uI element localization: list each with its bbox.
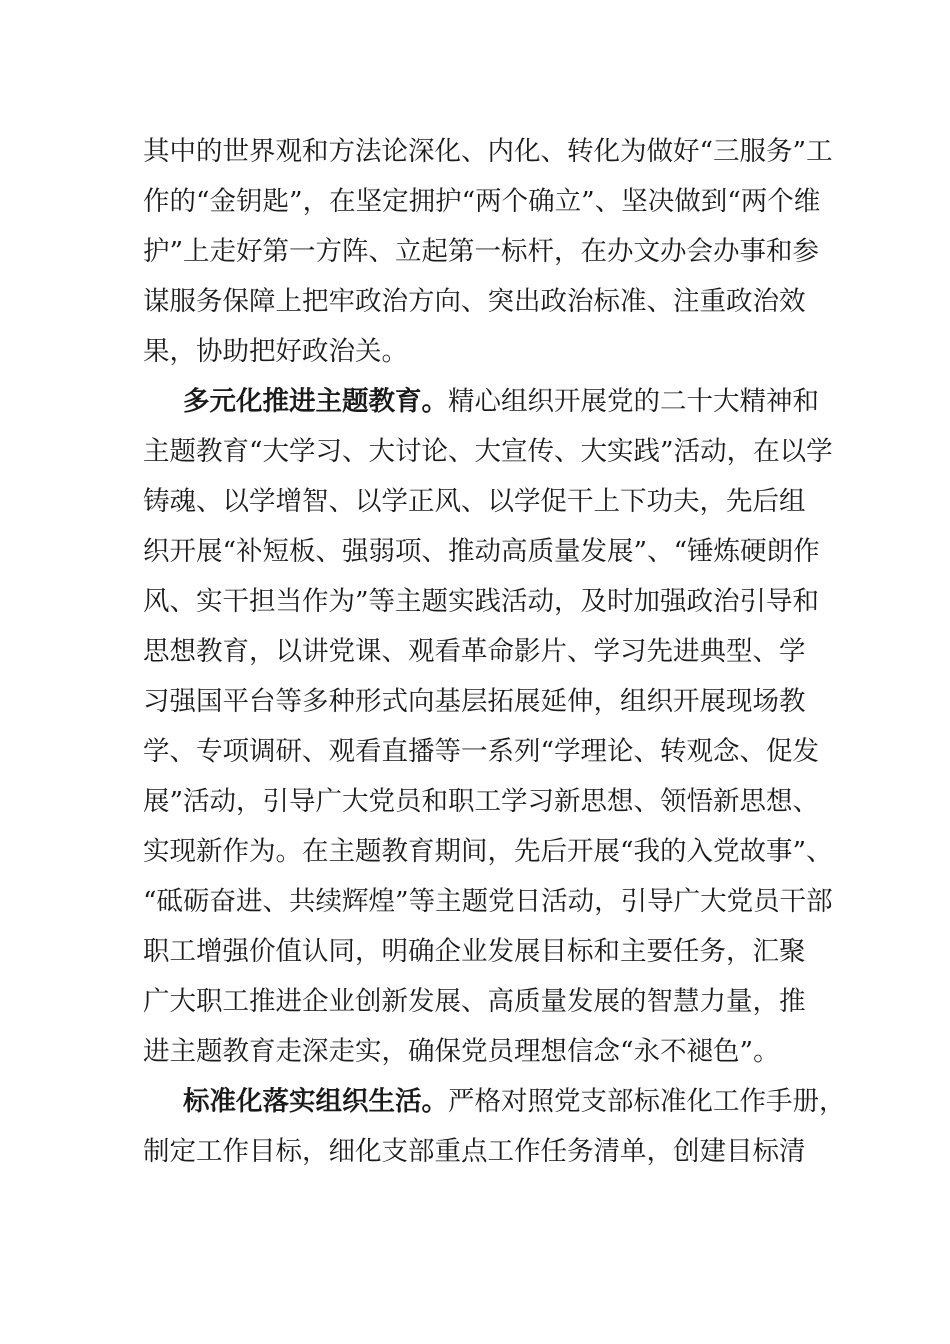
heading-line-rest: 精心组织开展党的二十大精神和 <box>448 386 819 417</box>
text-line: 作的“金钥匙”，在坚定拥护“两个确立”、坚决做到“两个维 <box>143 186 821 217</box>
heading-line-rest: 严格对照党支部标准化工作手册， <box>448 1086 846 1117</box>
text-line: 展”活动，引导广大党员和职工学习新思想、领悟新思想、 <box>143 786 820 817</box>
text-line: 织开展“补短板、强弱项、推动高质量发展”、“锤炼硬朗作 <box>143 536 820 567</box>
text-line: 广大职工推进企业创新发展、高质量发展的智慧力量，推 <box>143 986 806 1017</box>
text-line: 制定工作目标，细化支部重点工作任务清单，创建目标清 <box>143 1136 806 1167</box>
text-line: 进主题教育走深走实，确保党员理想信念“永不褪色”。 <box>143 1036 780 1067</box>
text-line <box>143 1077 846 1127</box>
text-line <box>143 377 843 427</box>
paragraph-1 <box>143 127 843 377</box>
text-line: 果，协助把好政治关。 <box>143 336 408 367</box>
text-line: 其中的世界观和方法论深化、内化、转化为做好“三服务”工 <box>143 136 833 167</box>
text-line: 职工增强价值认同，明确企业发展目标和主要任务，汇聚 <box>143 936 806 967</box>
paragraph-heading: 标准化落实组织生活。 <box>183 1086 448 1117</box>
text-line: 主题教育“大学习、大讨论、大宣传、大实践”活动，在以学 <box>143 436 833 467</box>
text-line: 谋服务保障上把牢政治方向、突出政治标准、注重政治效 <box>143 286 806 317</box>
paragraph-3 <box>143 1077 846 1177</box>
paragraph-heading: 多元化推进主题教育。 <box>183 386 448 417</box>
text-line: 风、实干担当作为”等主题实践活动，及时加强政治引导和 <box>143 586 820 617</box>
text-line: 护”上走好第一方阵、立起第一标杆，在办文办会办事和参 <box>143 236 820 267</box>
text-line: 学、专项调研、观看直播等一系列“学理论、转观念、促发 <box>143 736 820 767</box>
text-line: 铸魂、以学增智、以学正风、以学促干上下功夫，先后组 <box>143 486 806 517</box>
text-line: 思想教育，以讲党课、观看革命影片、学习先进典型、学 <box>143 636 806 667</box>
text-line: 习强国平台等多种形式向基层拓展延伸，组织开展现场教 <box>143 686 806 717</box>
body-text <box>143 127 846 1177</box>
paragraph-2 <box>143 377 843 1077</box>
text-line: “砥砺奋进、共续辉煌”等主题党日活动，引导广大党员干部 <box>143 886 833 917</box>
text-line: 实现新作为。在主题教育期间，先后开展“我的入党故事”、 <box>143 836 833 867</box>
